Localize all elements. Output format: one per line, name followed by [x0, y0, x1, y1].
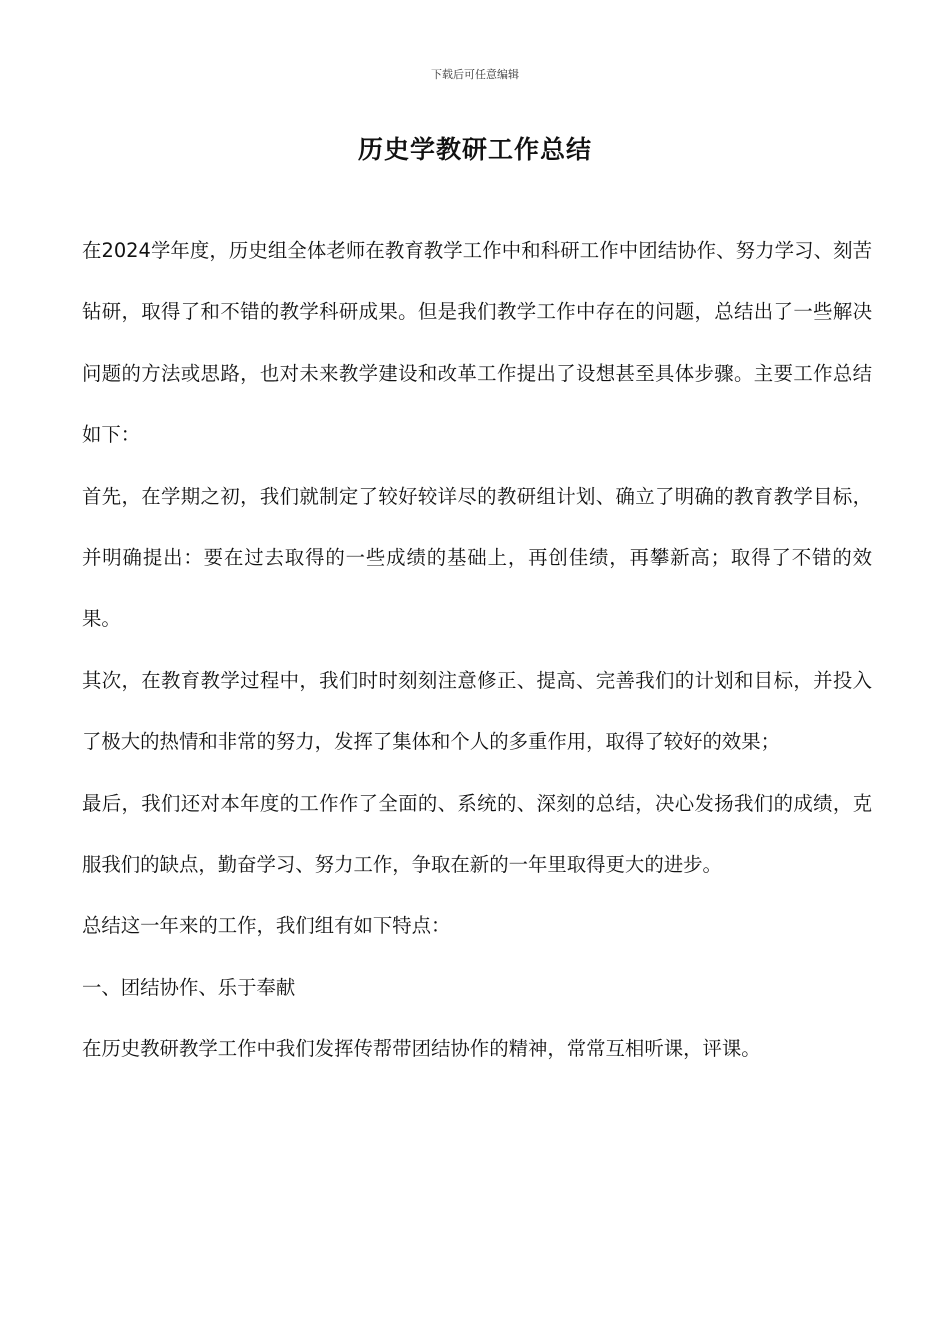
document-body: [82, 220, 872, 1080]
paragraph-first: 首先，在学期之初，我们就制定了较好较详尽的教研组计划、确立了明确的教育教学目标，并明确提出：要在过去取得的一些成绩的基础上，再创佳绩，再攀新高；取得了不错的效果。: [82, 484, 872, 631]
paragraph-intro: 在2024学年度，历史组全体老师在教育教学工作中和科研工作中团结协作、努力学习、刻苦钻研，取得了和不错的教学科研成果。但是我们教学工作中存在的问题，总结出了一些解决问题的方法或思路，也对未来教学建设和改革工作提出了设想甚至具体步骤。主要工作总结如下：: [82, 239, 872, 447]
header-note: 下载后可任意编辑: [431, 68, 519, 81]
section-paragraph: 在历史教研教学工作中我们发挥传帮带团结协作的精神，常常互相听课，评课。: [82, 1037, 761, 1061]
document-title: 历史学教研工作总结: [357, 135, 592, 164]
paragraph-last: 最后，我们还对本年度的工作作了全面的、系统的、深刻的总结，决心发扬我们的成绩，克服我们的缺点，勤奋学习、努力工作，争取在新的一年里取得更大的进步。: [82, 791, 872, 877]
paragraph-second: 其次，在教育教学过程中，我们时时刻刻注意修正、提高、完善我们的计划和目标，并投入了极大的热情和非常的努力，发挥了集体和个人的多重作用，取得了较好的效果；: [82, 668, 872, 754]
section-heading: 一、团结协作、乐于奉献: [82, 975, 296, 999]
paragraph-summary-lead: 总结这一年来的工作，我们组有如下特点：: [82, 914, 451, 938]
